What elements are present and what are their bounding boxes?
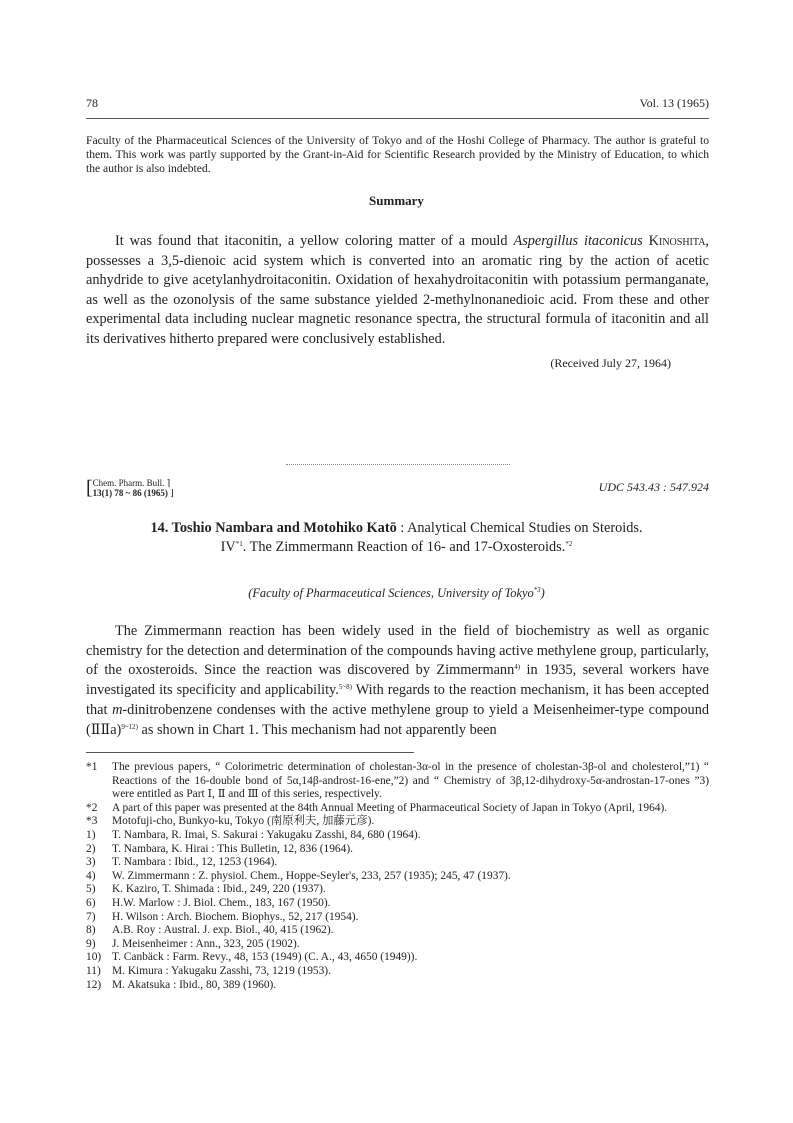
reference-number: 4) bbox=[86, 869, 96, 882]
reference bbox=[86, 829, 709, 843]
article-divider bbox=[286, 464, 510, 465]
body-part-5: as shown in Chart 1. This mechanism had not apparently been bbox=[137, 721, 497, 738]
body-part-1: The Zimmermann reaction has been widely used in the field of biochemistry as well as organic chemistry for the detection and determination of the compounds having active methylene group, particularly, of the oxosteroids. Since the reaction was discovered by Zimmermann bbox=[86, 623, 709, 679]
citation-volume: 13(1) 78 ~ 86 (1965) bbox=[92, 488, 168, 498]
reference-text: M. Kimura : Yakugaku Zasshi, 73, 1219 (1953). bbox=[112, 964, 331, 977]
footnote-marker: *2 bbox=[86, 801, 98, 814]
body-part-3: With regards to the reaction mechanism, it has been accepted that bbox=[86, 682, 710, 718]
summary-text bbox=[86, 232, 709, 350]
body-text bbox=[86, 622, 709, 740]
acknowledgement: Faculty of the Pharmaceutical Sciences of the University of Tokyo and of the Hoshi College of Pharmacy. The author is grateful to them. This work was partly supported by the Grant-in-Aid for Scientific Research provided by the Ministry of Education, to which the author is also indebted. bbox=[86, 134, 709, 175]
reference bbox=[86, 883, 709, 897]
reference-text: J. Meisenheimer : Ann., 323, 205 (1902). bbox=[112, 937, 300, 950]
journal-citation bbox=[86, 478, 174, 498]
footnote-text: Motofuji-cho, Bunkyo-ku, Tokyo (南原利夫, 加藤元彦). bbox=[112, 815, 375, 828]
footnote-rule bbox=[86, 752, 414, 753]
footnote-marker: *1 bbox=[86, 761, 98, 773]
footnote-marker: *3 bbox=[86, 815, 98, 828]
reference bbox=[86, 924, 709, 938]
article-authors: 14. Toshio Nambara and Motohiko Katō bbox=[150, 520, 397, 536]
summary-heading: Summary bbox=[369, 193, 424, 208]
right-bracket-top: ⌉ bbox=[166, 478, 171, 488]
footnote-text: The previous papers, “ Colorimetric determination of cholestan-3α-ol in the presence of cholestan-3β-ol and cholesterol,”1) “ Reactions of the 16-double bond of 5α,14β-androst-16-ene,”2) and “ Chemistry of 3β,12-dihydroxy-5α-androstan-17-ones ”3) were entitled as Part Ⅰ, Ⅱ and Ⅲ of this series, respectively. bbox=[112, 761, 709, 801]
reference bbox=[86, 979, 709, 993]
ref-5-8: 5~8) bbox=[338, 683, 352, 692]
title-part-1: : Analytical Chemical Studies on Steroids. IV bbox=[220, 520, 643, 555]
reference-text: T. Nambara, K. Hirai : This Bulletin, 12, 836 (1964). bbox=[112, 842, 353, 855]
reference-text: T. Nambara, R. Imai, S. Sakurai : Yakugaku Zasshi, 84, 680 (1964). bbox=[112, 828, 421, 841]
ref-4: 4) bbox=[514, 663, 521, 672]
udc-code: UDC 543.43 : 547.924 bbox=[598, 480, 709, 494]
ref-9-12: 9~12) bbox=[121, 722, 138, 731]
reference-text: T. Canbäck : Farm. Revy., 48, 153 (1949) (C. A., 43, 4650 (1949)). bbox=[112, 951, 418, 964]
citation-journal: Chem. Pharm. Bull. bbox=[92, 478, 165, 488]
footnote bbox=[86, 761, 709, 802]
footnote-mark-3: *3 bbox=[533, 586, 541, 594]
body-part-2: in 1935, several workers have investigated its specificity and applicability. bbox=[86, 662, 709, 699]
footnote bbox=[86, 802, 709, 816]
reference bbox=[86, 856, 709, 870]
title-part-2: . The Zimmermann Reaction of 16- and 17-Oxosteroids. bbox=[242, 538, 566, 555]
reference bbox=[86, 911, 709, 925]
received-date: (Received July 27, 1964) bbox=[550, 356, 671, 370]
reference-text: K. Kaziro, T. Shimada : Ibid., 249, 220 (1937). bbox=[112, 883, 326, 896]
species-author: Kinoshita bbox=[648, 233, 706, 249]
summary-part-2: , possesses a 3,5-dienoic acid system which is converted into an aromatic ring by the action of acetic anhydride to give acetylanhydroitaconitin. Oxidation of hexahydroitaconitin with potassium permanganate, as well as the ozonolysis of the same substance yielded 2-methylnonanedioic acid. From these and other experimental data including nuclear magnetic resonance spectra, the structural formula of itaconitin and all its derivatives hitherto prepared were conclusively established. bbox=[86, 233, 709, 347]
reference-number: 6) bbox=[86, 896, 96, 909]
meta-prefix: m bbox=[112, 701, 123, 718]
footnotes bbox=[86, 761, 709, 992]
reference-text: W. Zimmermann : Z. physiol. Chem., Hoppe-Seyler's, 233, 257 (1935); 245, 47 (1937). bbox=[112, 869, 511, 882]
reference bbox=[86, 897, 709, 911]
species-name: Aspergillus itaconicus bbox=[513, 233, 643, 249]
reference-number: 8) bbox=[86, 924, 96, 937]
reference-number: 7) bbox=[86, 910, 96, 923]
reference-number: 10) bbox=[86, 951, 102, 964]
page-number: 78 bbox=[86, 96, 98, 110]
footnote-mark-1: *1 bbox=[235, 539, 243, 548]
reference-number: 2) bbox=[86, 842, 96, 855]
article-title bbox=[150, 519, 643, 556]
reference bbox=[86, 965, 709, 979]
reference-text: H. Wilson : Arch. Biochem. Biophys., 52, 217 (1954). bbox=[112, 910, 359, 923]
reference-number: 5) bbox=[86, 883, 96, 896]
right-bracket-bottom: ⌋ bbox=[170, 488, 174, 498]
running-head bbox=[86, 96, 709, 110]
reference-number: 9) bbox=[86, 937, 96, 950]
header-rule bbox=[86, 118, 709, 119]
footnote bbox=[86, 815, 709, 829]
footnote-text: A part of this paper was presented at the 84th Annual Meeting of Pharmaceutical Society of Japan in Tokyo (April, 1964). bbox=[112, 801, 668, 814]
reference-number: 12) bbox=[86, 978, 102, 991]
affiliation-text: (Faculty of Pharmaceutical Sciences, University of Tokyo bbox=[248, 586, 534, 600]
reference-text: H.W. Marlow : J. Biol. Chem., 183, 167 (1950). bbox=[112, 896, 331, 909]
body-part-4: -dinitrobenzene condenses with the active methylene group to yield a Meisenheimer-type compound (ⅡⅡa) bbox=[86, 701, 710, 738]
reference-text: M. Akatsuka : Ibid., 80, 389 (1960). bbox=[112, 978, 277, 991]
reference bbox=[86, 870, 709, 884]
affiliation bbox=[0, 586, 793, 601]
reference bbox=[86, 843, 709, 857]
reference-text: T. Nambara : Ibid., 12, 1253 (1964). bbox=[112, 856, 278, 869]
summary-part-1: It was found that itaconitin, a yellow coloring matter of a mould bbox=[115, 233, 514, 249]
reference-number: 3) bbox=[86, 856, 96, 869]
reference bbox=[86, 951, 709, 965]
left-bracket: [ bbox=[86, 477, 93, 499]
volume-label: Vol. 13 (1965) bbox=[639, 96, 709, 110]
reference-text: A.B. Roy : Austral. J. exp. Biol., 40, 415 (1962). bbox=[112, 924, 334, 937]
reference bbox=[86, 938, 709, 952]
reference-number: 11) bbox=[86, 964, 101, 977]
reference-number: 1) bbox=[86, 828, 96, 841]
affiliation-close: ) bbox=[540, 586, 545, 600]
footnote-mark-2: *2 bbox=[565, 539, 573, 548]
